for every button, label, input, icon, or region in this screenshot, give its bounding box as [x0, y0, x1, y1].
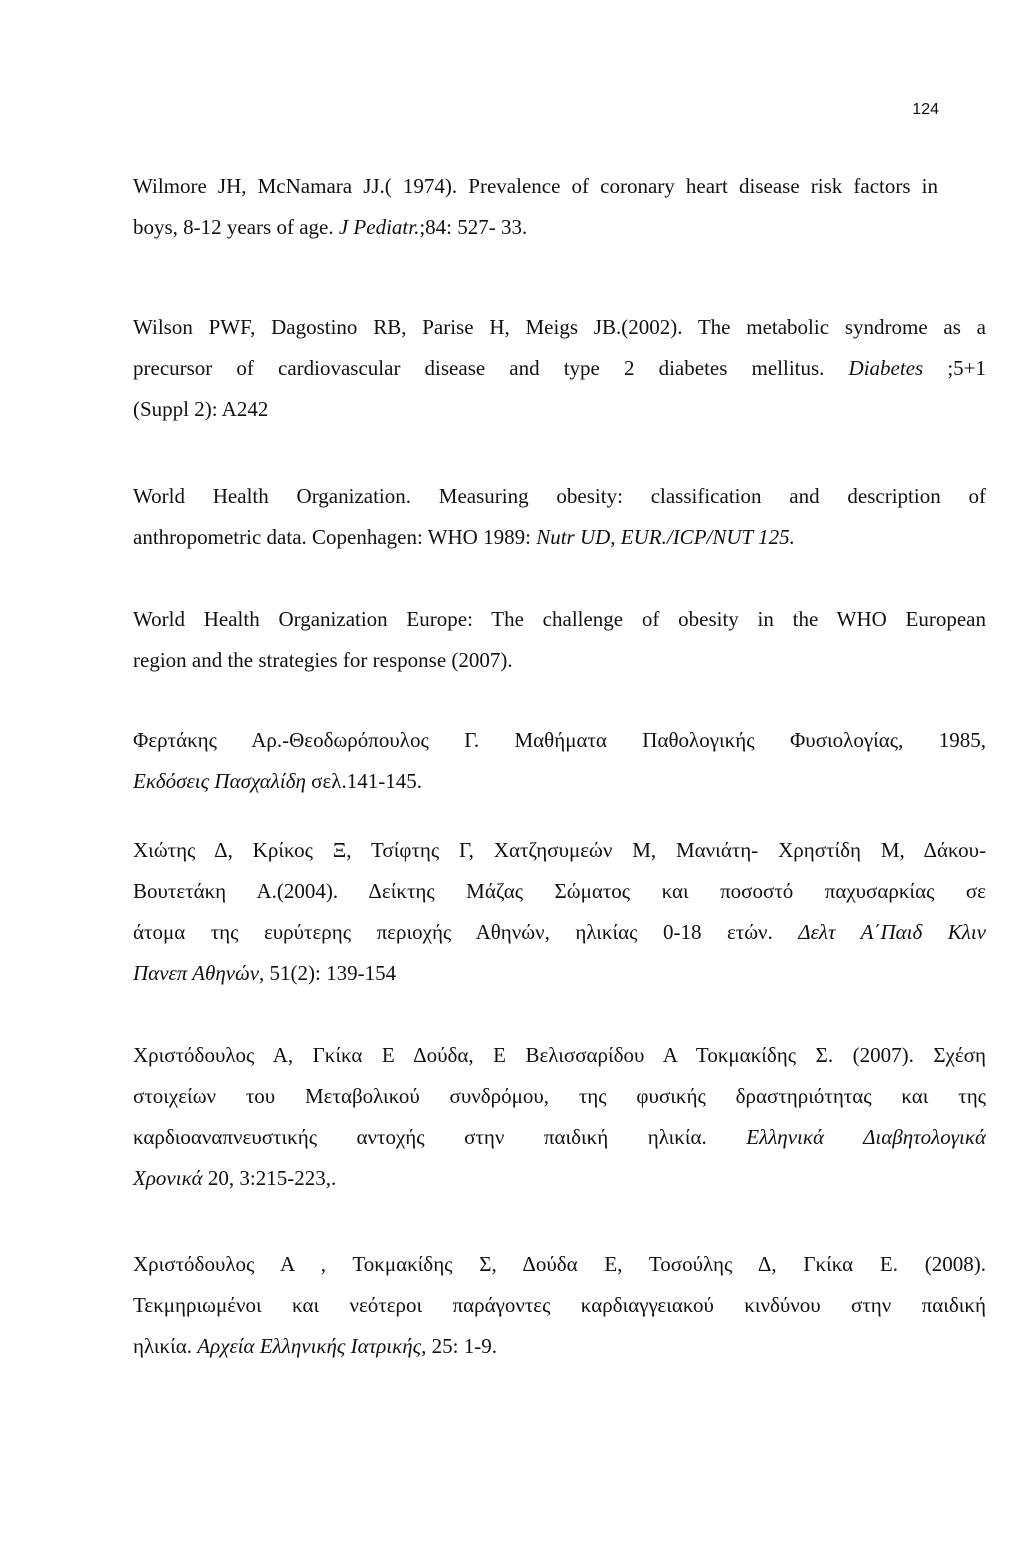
reference-line — [133, 761, 986, 802]
reference-line — [133, 1158, 986, 1199]
reference-who-europe-2007 — [133, 599, 986, 681]
reference-text: ;5+1 — [923, 356, 986, 380]
reference-line: Βουτετάκη Α.(2004). Δείκτης Μάζας Σώματος και ποσοστό παχυσαρκίας σε — [133, 879, 986, 903]
reference-line: Χριστόδουλος Α, Γκίκα Ε Δούδα, Ε Βελισσαρίδου Α Τοκμακίδης Σ. (2007). Σχέση — [133, 1043, 986, 1067]
reference-line: Φερτάκης Αρ.-Θεοδωρόπουλος Γ. Μαθήματα Παθολογικής Φυσιολογίας, 1985, — [133, 728, 986, 752]
reference-list — [133, 166, 986, 1358]
journal-title: Χρονικά — [133, 1166, 203, 1190]
reference-line: στοιχείων του Μεταβολικού συνδρόμου, της φυσικής δραστηριότητας και της — [133, 1084, 986, 1108]
reference-christodoulos-2007 — [133, 1035, 986, 1199]
reference-line: (Suppl 2): A242 — [133, 397, 269, 421]
reference-fertakis-1985 — [133, 720, 986, 802]
reference-line: World Health Organization Europe: The challenge of obesity in the WHO European — [133, 607, 986, 631]
reference-line: Χριστόδουλος Α , Τοκμακίδης Σ, Δούδα Ε, Τοσούλης Δ, Γκίκα Ε. (2008). — [133, 1252, 986, 1276]
reference-wilson-2002 — [133, 307, 986, 430]
reference-wilmore-1974 — [133, 166, 938, 248]
reference-text: , 25: 1-9. — [421, 1334, 497, 1358]
journal-title: Πανεπ Αθηνών — [133, 961, 260, 985]
reference-line: World Health Organization. Measuring obesity: classification and description of — [133, 484, 986, 508]
reference-text: σελ.141-145. — [305, 769, 422, 793]
reference-who-1989 — [133, 476, 986, 558]
reference-line: Wilson PWF, Dagostino RB, Parise H, Meigs JB.(2002). The metabolic syndrome as a — [133, 315, 986, 339]
reference-christodoulos-2008 — [133, 1244, 986, 1367]
publisher-title: Εκδόσεις Πασχαλίδη — [133, 769, 306, 793]
reference-line — [133, 953, 986, 994]
journal-title: Δελτ Α΄Παιδ Κλιν — [798, 920, 986, 944]
reference-text: άτομα της ευρύτερης περιοχής Αθηνών, ηλικίας 0-18 ετών. — [133, 920, 799, 944]
page-number: 124 — [912, 101, 939, 118]
reference-line — [133, 1326, 986, 1367]
reference-line: region and the strategies for response (2007). — [133, 648, 513, 672]
reference-text: precursor of cardiovascular disease and type 2 diabetes mellitus. — [133, 356, 849, 380]
reference-line — [133, 348, 986, 389]
reference-chiotis-2004 — [133, 830, 986, 994]
reference-line — [133, 1117, 986, 1158]
reference-text: ηλικία. — [133, 1334, 198, 1358]
reference-line — [133, 517, 986, 558]
reference-text: anthropometric data. Copenhagen: WHO 1989: — [133, 525, 537, 549]
reference-line — [133, 912, 986, 953]
reference-line: Τεκμηριωμένοι και νεότεροι παράγοντες καρδιαγγειακού κινδύνου στην παιδική — [133, 1293, 986, 1317]
journal-title: Nutr UD, EUR./ICP/NUT 125. — [536, 525, 795, 549]
reference-line: Χιώτης Δ, Κρίκος Ξ, Τσίφτης Γ, Χατζησυμεών Μ, Μανιάτη- Χρηστίδη Μ, Δάκου- — [133, 838, 986, 862]
reference-text: , 51(2): 139-154 — [259, 961, 397, 985]
reference-text: καρδιοαναπνευστικής αντοχής στην παιδική ηλικία. — [133, 1125, 747, 1149]
reference-text: ;84: 527- 33. — [419, 215, 528, 239]
journal-title: J Pediatr. — [338, 215, 420, 239]
reference-text: 20, 3:215-223,. — [202, 1166, 337, 1190]
reference-text: boys, 8-12 years of age. — [133, 215, 339, 239]
journal-title: Ελληνικά Διαβητολογικά — [746, 1125, 986, 1149]
reference-line: Wilmore JH, McNamara JJ.( 1974). Prevalence of coronary heart disease risk factors in — [133, 174, 938, 198]
journal-title: Αρχεία Ελληνικής Ιατρικής — [197, 1334, 422, 1358]
journal-title: Diabetes — [848, 356, 924, 380]
reference-line — [133, 207, 938, 248]
